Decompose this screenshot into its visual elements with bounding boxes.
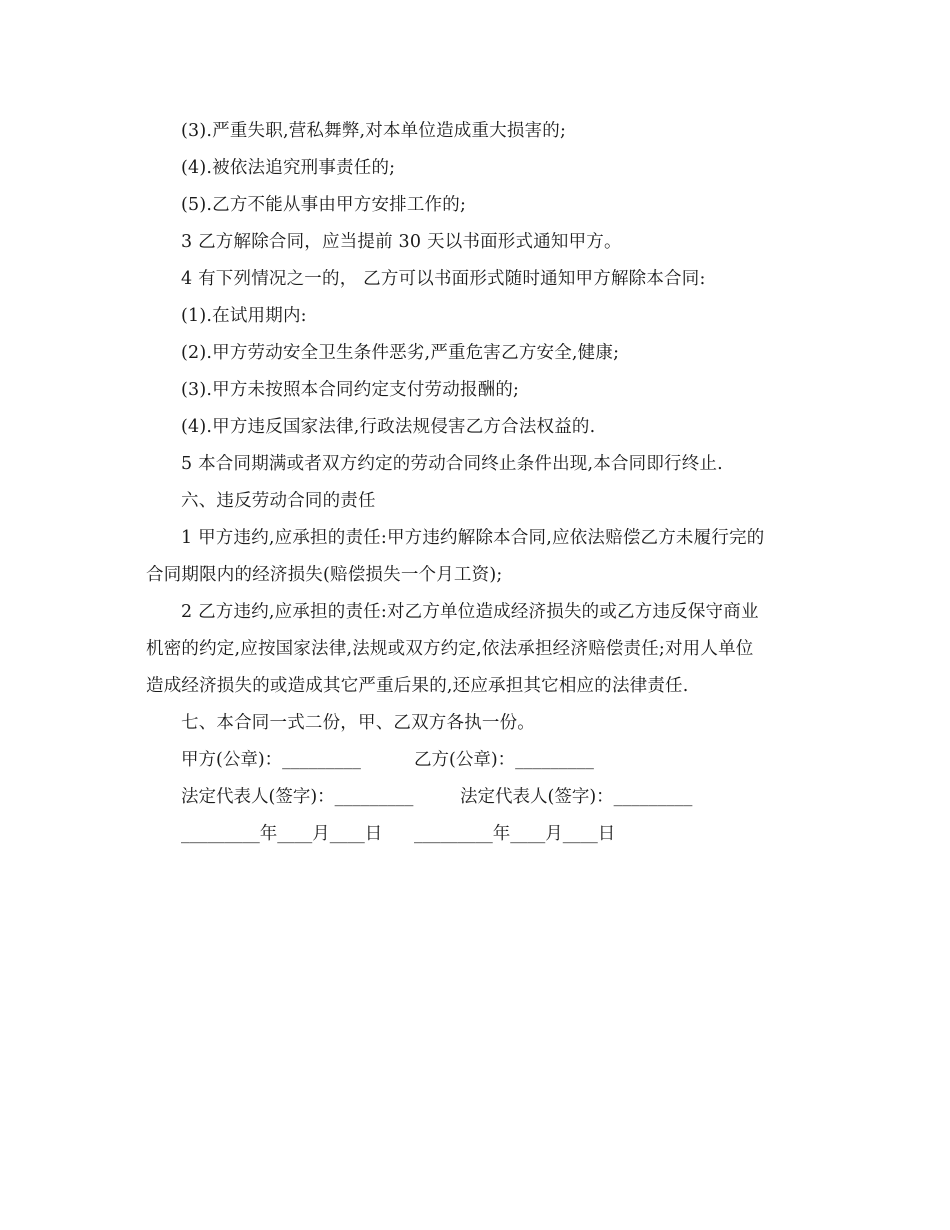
clause-text: 合同期限内的经济损失(赔偿损失一个月工资); (146, 565, 503, 585)
party-a-seal-field: 甲方(公章)：_________ (181, 750, 361, 770)
clause-text: (3).严重失职,营私舞弊,对本单位造成重大损害的; (181, 121, 567, 141)
party-b-rep-field: 法定代表人(签字)：_________ (460, 787, 693, 807)
clause-text: 4 有下列情况之一的， 乙方可以书面形式随时通知甲方解除本合同: (181, 269, 706, 289)
party-a-date-field: _________年____月____日 (181, 824, 383, 844)
clause-text: 5 本合同期满或者双方约定的劳动合同终止条件出现,本合同即行终止. (181, 454, 723, 474)
clause-text: 机密的约定,应按国家法律,法规或双方约定,依法承担经济赔偿责任;对用人单位 (146, 639, 754, 659)
clause-text: 2 乙方违约,应承担的责任:对乙方单位造成经济损失的或乙方违反保守商业 (181, 602, 759, 622)
clause-text: (1).在试用期内: (181, 306, 307, 326)
clause-text: (2).甲方劳动安全卫生条件恶劣,严重危害乙方安全,健康; (181, 343, 620, 363)
clause-text: (4).被依法追究刑事责任的; (181, 158, 396, 178)
section-heading: 六、违反劳动合同的责任 (181, 491, 376, 511)
section-heading: 七、本合同一式二份，甲、乙双方各执一份。 (181, 713, 535, 733)
party-b-seal-field: 乙方(公章)：_________ (414, 750, 594, 770)
clause-text: 3 乙方解除合同，应当提前 30 天以书面形式通知甲方。 (181, 232, 622, 252)
party-a-rep-field: 法定代表人(签字)：_________ (181, 787, 414, 807)
party-b-date-field: _________年____月____日 (414, 824, 616, 844)
clause-text: (5).乙方不能从事由甲方安排工作的; (181, 195, 467, 215)
clause-text: (3).甲方未按照本合同约定支付劳动报酬的; (181, 380, 520, 400)
clause-text: 1 甲方违约,应承担的责任:甲方违约解除本合同,应依法赔偿乙方未履行完的 (181, 528, 765, 548)
clause-text: 造成经济损失的或造成其它严重后果的,还应承担其它相应的法律责任. (146, 676, 689, 696)
clause-text: (4).甲方违反国家法律,行政法规侵害乙方合法权益的. (181, 417, 596, 437)
